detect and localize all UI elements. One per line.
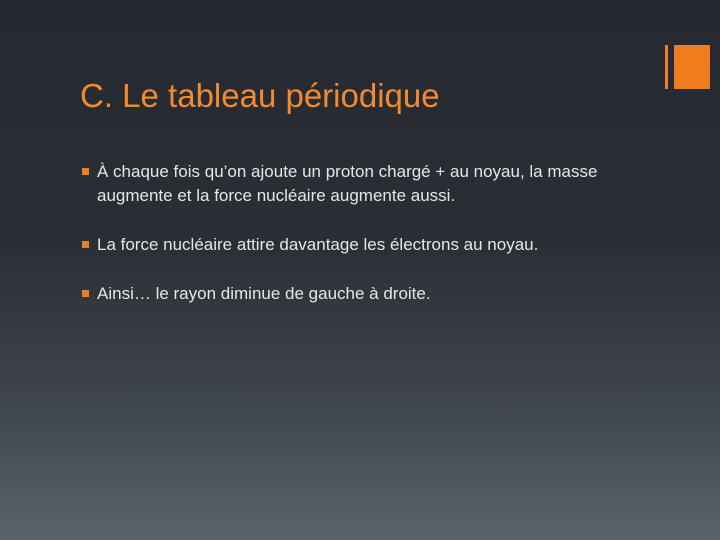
bullet-text: À chaque fois qu’on ajoute un proton chargé + au noyau, la masse augmente et la force nucléaire augmente aussi. (97, 162, 598, 205)
square-bullet-icon (82, 290, 89, 297)
square-bullet-icon (82, 168, 89, 175)
bullet-item (80, 160, 660, 208)
accent-bar-thin (665, 45, 668, 89)
bullet-text: Ainsi… le rayon diminue de gauche à droite. (97, 284, 431, 303)
bullet-list (80, 160, 660, 331)
square-bullet-icon (82, 241, 89, 248)
bullet-item (80, 282, 660, 306)
bullet-text: La force nucléaire attire davantage les électrons au noyau. (97, 235, 539, 254)
accent-bar-thick (674, 45, 710, 89)
slide-title: C. Le tableau périodique (80, 77, 440, 114)
bullet-item (80, 233, 660, 257)
